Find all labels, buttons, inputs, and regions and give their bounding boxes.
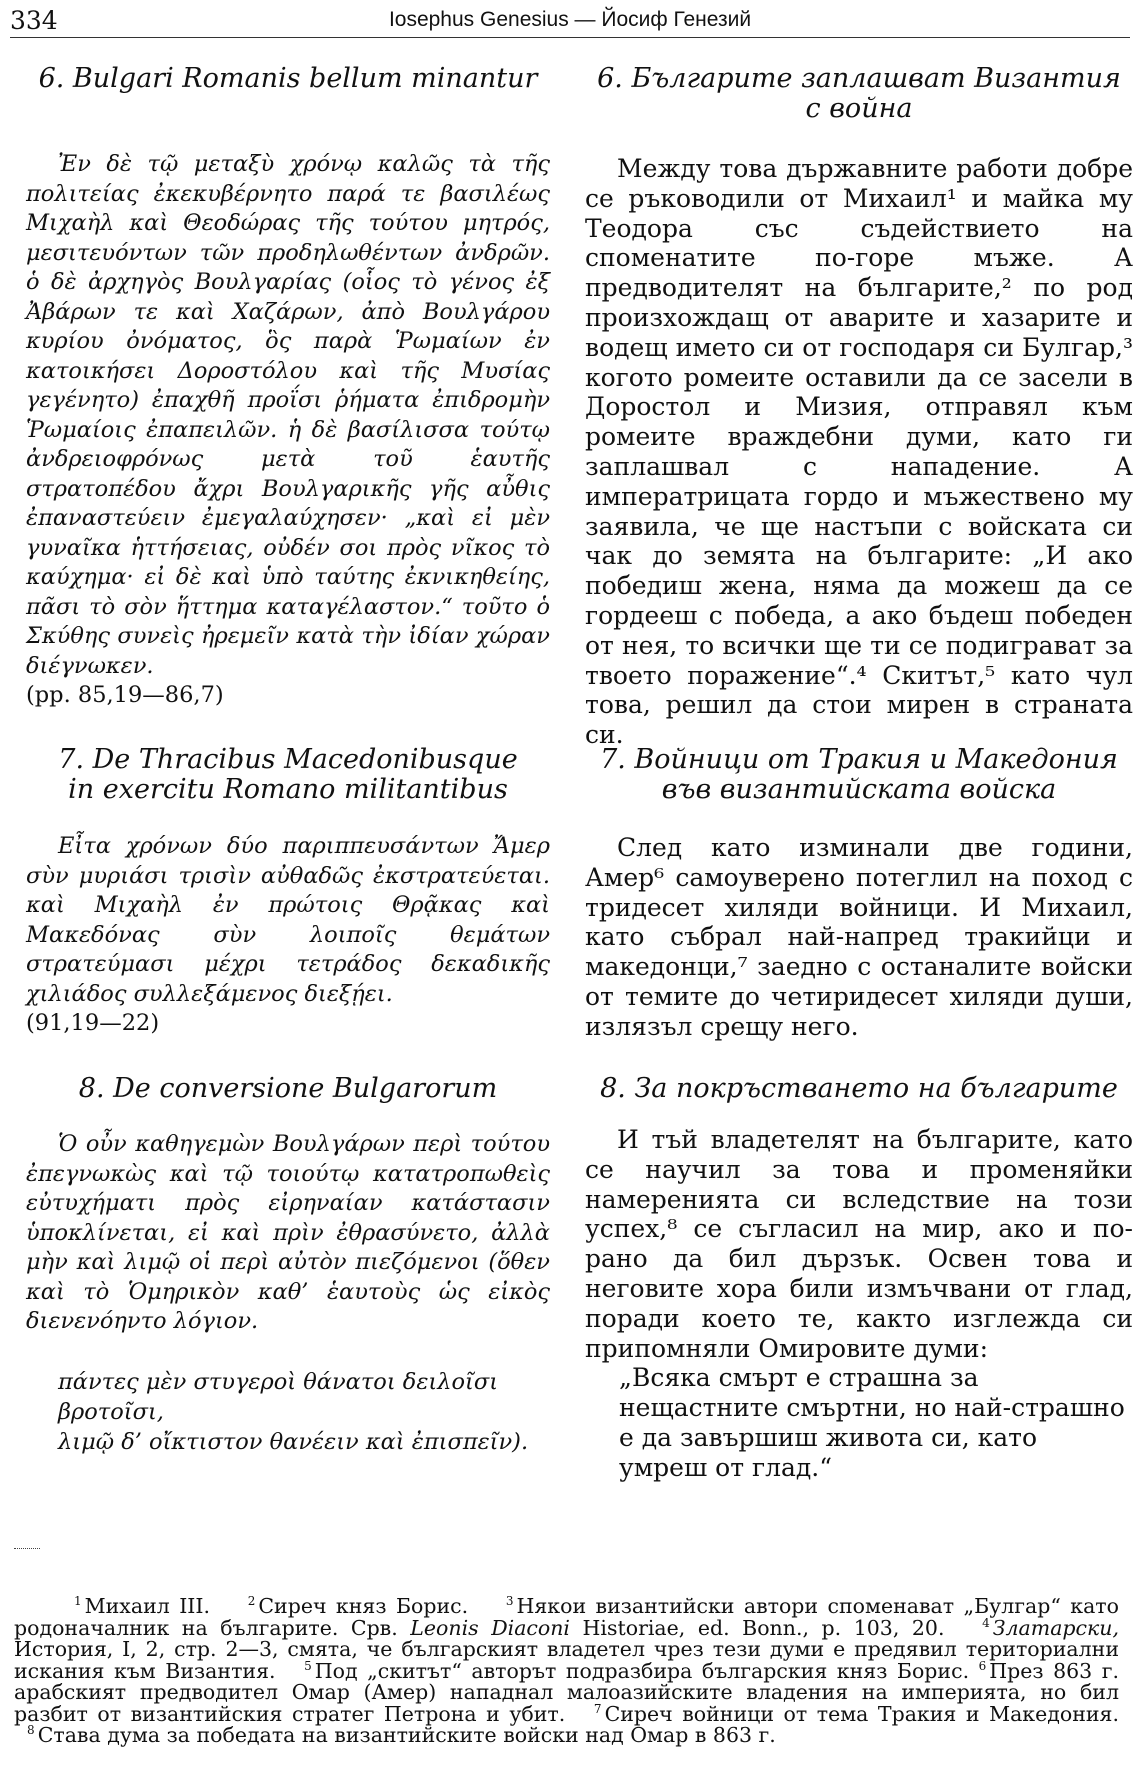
footnote-3-part-b: Historiae, ed. Bonn., p. 103, 20. <box>582 1615 945 1640</box>
section-7-bg-title <box>585 745 1133 805</box>
footnote-marker: 3 <box>505 1594 514 1609</box>
section-8-bulgarian <box>585 1125 1133 1483</box>
footnote-marker: 1 <box>74 1594 82 1609</box>
section-6-bg-title <box>585 64 1133 124</box>
footnote-marker: 7 <box>593 1701 602 1716</box>
footnote-6: През 863 г. арабският предводител Омар (Амер) нападнал малоазийските владения на империята, но бил разбит от византийския стратег Петрона и убит. <box>14 1658 1119 1726</box>
greek-text: Ἐν δὲ τῷ μεταξὺ χρόνῳ καλῶς τὰ τῆς πολιτείας ἐκεκυβέρνητο παρά τε βασιλέως Μιχαὴλ καὶ Θεοδώρας τῆς τούτου μητρός, μεσιτευόντων τῶν προδηλωθέντων ἀνδρῶν. ὁ δὲ ἀρχηγὸς Βουλγαρίας (οἷος τὸ γένος ἐξ Ἀβάρων τε καὶ Χαζάρων, ἀπὸ Βουλγάρου κυρίου ὀνόματος, ὃς παρὰ Ῥωμαίων ἐν κατοικήσει Δοροστόλου καὶ τῆς Μυσίας γεγένητο) ἐπαχθῆ προΐσι ῥήματα ἐπιδρομὴν Ῥωμαίοις ἐπαπειλῶν. ἡ δὲ βασίλισσα τούτῳ ἀνδρειοφρόνως μετὰ τοῦ ἑαυτῆς στρατοπέδου ἄχρι Βουλγαρικῆς γῆς αὖθις ἐπαναστεύειν ἐμεγαλαύχησεν· „καὶ εἰ μὲν γυναῖκα ἡττήσειας, οὐδέν σοι πρὸς νῖκος τὸ καύχημα· εἰ δὲ καὶ ὑπὸ ταύτης ἐκνικηθείης, πᾶσι τὸ σὸν ἥττημα καταγέλαστον.“ τοῦτο ὁ Σκύθης συνεὶς ἠρεμεῖν κατὰ τὴν ἰδίαν χώραν διέγνωκεν. <box>26 151 550 679</box>
section-6-greek <box>26 150 550 711</box>
footnote-marker: 6 <box>978 1658 987 1673</box>
footnote-separator <box>14 1548 40 1549</box>
greek-reference: (91,19—22) <box>26 1010 160 1036</box>
footnote-8: Става дума за победата на византийските войски над Омар в 863 г. <box>37 1723 776 1747</box>
footnote-2: Сиреч княз Борис. <box>258 1594 469 1618</box>
bulgarian-quote: „Всяка смърт е страшна за нещастните смъртни, но най-страшно е да завършиш живота си, като умреш от глад.“ <box>619 1363 1125 1483</box>
page-header <box>10 4 1130 34</box>
bulgarian-text: И тъй владетелят на българите, като се научил за това и променяйки намеренията си вследствие на този успех,⁸ се съгласил на мир, ако и по-рано да бил дързък. Освен това и неговите хора били измъчвани от глад, поради което те, както изглежда си припомняли Омировите думи: <box>585 1125 1133 1363</box>
latin-heading <box>26 745 550 805</box>
bulgarian-heading <box>585 64 1133 124</box>
bulgarian-heading-line-1: 7. Войници от Тракия и Македония <box>600 744 1118 775</box>
bulgarian-text: След като изминали две години, Амер⁶ самоуверено потеглил на поход с тридесет хиляди войници. И Михаил, като събрал най-напред тракийци и македонци,⁷ заедно с останалите войски от темите до четиридесет хиляди души, излязъл срещу него. <box>585 833 1133 1041</box>
bulgarian-text: Между това държавните работи добре се ръководили от Михаил¹ и майка му Теодора със съдействието на споменатите по-горе мъже. А предводителят на българите,² по род произхождащ от аварите и хазарите и водещ името си от господаря си Булгар,³ когото ромеите оставили да се засели в Доростол и Мизия, отправял към ромеите враждебни думи, като ги заплашвал с нападение. А императрицата гордо и мъжествено му заявила, че ще настъпи с войската си чак до земята на българите: „И ако победиш жена, няма да можеш да се гордееш с победа, а ако бъдеш победен от нея, то всички ще ти се подиграват за твоето поражение“.⁴ Скитът,⁵ като чул това, решил да стои мирен в страната си. <box>585 154 1133 750</box>
footnote-5: Под „скитът“ авторът подразбира българския княз Борис. <box>314 1658 970 1683</box>
footnote-4-italic: Златарски, <box>992 1615 1119 1640</box>
footnote-marker: 5 <box>304 1658 312 1673</box>
footnote-4: История, I, 2, стр. 2—3, смята, че българският владетел чрез тези думи е предявил териториални искания към Византия. <box>14 1637 1119 1683</box>
bulgarian-heading-line-2: с война <box>805 93 913 124</box>
footnote-marker: 2 <box>247 1594 256 1609</box>
section-7-bulgarian <box>585 833 1133 1042</box>
footnote-marker: 4 <box>982 1615 990 1630</box>
greek-text: Ὁ οὖν καθηγεμὼν Βουλγάρων περὶ τούτου ἐπεγνωκὼς καὶ τῷ τοιούτῳ κατατροπωθεὶς εὐτυχήματι πρὸς εἰρηναίαν κατάστασιν ὑποκλίνεται, εἰ καὶ πρὶν ἐθρασύνετο, ἀλλὰ μὴν καὶ λιμῷ οἱ περὶ αὐτὸν πιεζόμενοι (ὅθεν καὶ τὸ Ὁμηρικὸν καθ’ ἑαυτοὺς ὡς εἰκὸς διενενόηντο λόγιον. <box>26 1131 550 1334</box>
section-8-bg-title <box>585 1074 1133 1104</box>
bulgarian-heading-line-2: във византийската войска <box>661 774 1057 805</box>
greek-verse-line-1: πάντες μὲν στυγεροὶ θάνατοι δειλοῖσι βροτοῖσι, <box>58 1368 499 1425</box>
section-8-latin-title <box>26 1074 550 1104</box>
latin-heading-line-2: in exercitu Romano militantibus <box>68 774 508 805</box>
bulgarian-heading: 8. За покръстването на българите <box>600 1073 1118 1104</box>
latin-heading: 8. De conversione Bulgarorum <box>78 1073 498 1104</box>
running-head: Iosephus Genesius — Йосиф Генезий <box>388 8 752 31</box>
footnotes <box>14 1596 1119 1747</box>
latin-heading: 6. Bulgari Romanis bellum minantur <box>38 63 538 94</box>
bulgarian-heading <box>585 745 1133 805</box>
section-6-bulgarian <box>585 154 1133 750</box>
greek-reference: (pp. 85,19—86,7) <box>26 682 224 708</box>
footnote-3-part-a: Някои византийски автори споменават „Булгар“ като родоначалник на българите. Срв. <box>14 1594 1119 1640</box>
footnote-marker: 8 <box>27 1723 35 1738</box>
section-7-greek <box>26 832 550 1039</box>
section-7-latin-title <box>26 745 550 805</box>
footnote-7: Сиреч войници от тема Тракия и Македония. <box>604 1701 1119 1726</box>
greek-verse-line-2: λιμῷ δ’ οἴκτιστον θανέειν καὶ ἐπισπεῖν). <box>58 1428 529 1455</box>
section-6-latin-title <box>26 64 550 94</box>
page-number: 334 <box>10 6 58 35</box>
section-8-greek <box>26 1130 550 1457</box>
footnotes-text <box>14 1596 1119 1747</box>
footnote-3-italic: Leonis Diaconi <box>410 1615 570 1640</box>
footnote-1: Михаил III. <box>84 1594 210 1618</box>
latin-heading-line-1: 7. De Thracibus Macedonibusque <box>58 744 518 775</box>
bulgarian-heading-line-1: 6. Българите заплашват Византия <box>597 63 1121 94</box>
header-rule <box>10 37 1130 38</box>
greek-text: Εἶτα χρόνων δύο παριππευσάντων Ἄμερ σὺν μυριάσι τρισὶν αὐθαδῶς ἐκστρατεύεται. καὶ Μιχαὴλ ἐν πρώτοις Θρᾷκας καὶ Μακεδόνας σὺν λοιποῖς θεμάτων στρατεύμασι μέχρι τετράδος δεκαδικῆς χιλιάδος συλλεξάμενος διεξῄει. <box>26 833 550 1007</box>
